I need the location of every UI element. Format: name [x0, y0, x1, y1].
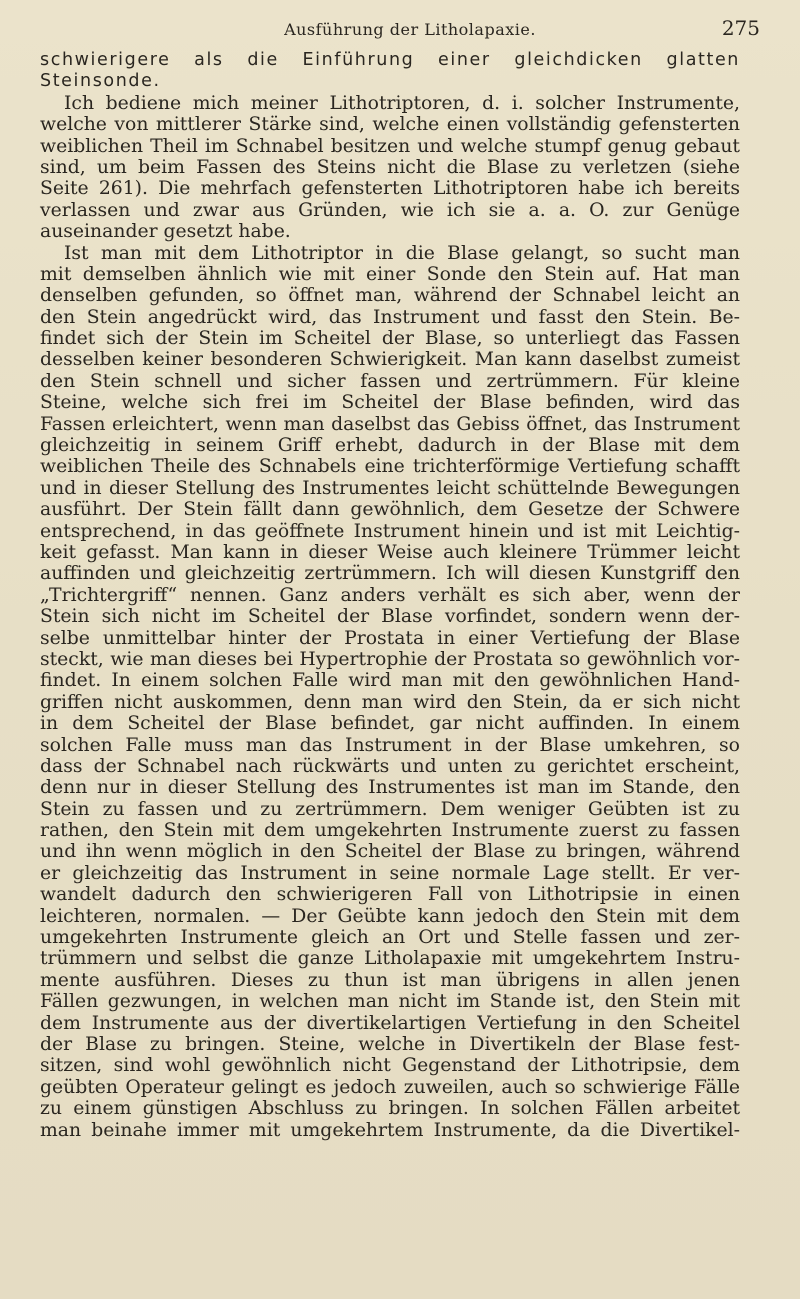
text-line: schwierigere als die Einführung einer gleichdicken glatten [40, 50, 740, 70]
page-number: 275 [721, 16, 760, 40]
text-line: weiblichen Theile des Schnabels eine trichterförmige Vertiefung schafft [40, 456, 740, 478]
text-line: leichteren, normalen. — Der Geübte kann jedoch den Stein mit dem [40, 905, 740, 927]
text-line: Seite 261). Die mehrfach gefensterten Lithotriptoren habe ich bereits [40, 178, 740, 200]
text-line: welche von mittlerer Stärke sind, welche einen vollständig gefensterten [40, 114, 740, 136]
text-line: dem Instrumente aus der divertikelartigen Vertiefung in den Scheitel [40, 1012, 740, 1034]
text-line: zu einem günstigen Abschluss zu bringen. In solchen Fällen arbeitet [40, 1098, 740, 1120]
text-line: steckt, wie man dieses bei Hypertrophie der Prostata so gewöhnlich vor- [40, 648, 740, 670]
text-line: Steine, welche sich frei im Scheitel der Blase befinden, wird das [40, 392, 740, 414]
text-line: griffen nicht auskommen, denn man wird den Stein, da er sich nicht [40, 691, 740, 713]
running-title: Ausführung der Litholapaxie. [284, 20, 536, 39]
text-line: in dem Scheitel der Blase befindet, gar nicht auffinden. In einem [40, 713, 740, 735]
text-line: der Blase zu bringen. Steine, welche in Divertikeln der Blase fest- [40, 1033, 740, 1055]
text-line: denn nur in dieser Stellung des Instrumentes ist man im Stande, den [40, 777, 740, 799]
text-line: selbe unmittelbar hinter der Prostata in einer Vertiefung der Blase [40, 627, 740, 649]
text-line: findet sich der Stein im Scheitel der Blase, so unterliegt das Fassen [40, 328, 740, 350]
text-line: trümmern und selbst die ganze Litholapaxie mit umgekehrtem Instru- [40, 948, 740, 970]
text-line: mente ausführen. Dieses zu thun ist man übrigens in allen jenen [40, 969, 740, 991]
text-line: Steinsonde. [40, 71, 161, 92]
text-line: Ist man mit dem Lithotriptor in die Blase gelangt, so sucht man [64, 242, 740, 264]
text-line: auseinander gesetzt habe. [40, 221, 291, 243]
text-line: solchen Falle muss man das Instrument in der Blase umkehren, so [40, 734, 740, 756]
text-line: rathen, den Stein mit dem umgekehrten Instrumente zuerst zu fassen [40, 820, 740, 842]
text-line: er gleichzeitig das Instrument in seine normale Lage stellt. Er ver- [40, 862, 740, 884]
text-line: Ich bediene mich meiner Lithotriptoren, d. i. solcher Instrumente, [64, 92, 740, 114]
text-line: und ihn wenn möglich in den Scheitel der Blase zu bringen, während [40, 841, 740, 863]
text-line: sind, um beim Fassen des Steins nicht die Blase zu verletzen (siehe [40, 156, 740, 178]
text-line: mit demselben ähnlich wie mit einer Sonde den Stein auf. Hat man [40, 263, 740, 285]
text-line: Fassen erleichtert, wenn man daselbst das Gebiss öffnet, das Instrument [40, 413, 740, 435]
text-line: verlassen und zwar aus Gründen, wie ich sie a. a. O. zur Genüge [40, 199, 740, 221]
text-line: den Stein angedrückt wird, das Instrument und fasst den Stein. Be- [40, 306, 740, 328]
body-text [40, 50, 740, 1141]
text-line: Fällen gezwungen, in welchen man nicht im Stande ist, den Stein mit [40, 991, 740, 1013]
text-line: Stein sich nicht im Scheitel der Blase vorfindet, sondern wenn der- [40, 606, 740, 628]
text-line: denselben gefunden, so öffnet man, während der Schnabel leicht an [40, 285, 740, 307]
text-line: findet. In einem solchen Falle wird man mit den gewöhnlichen Hand- [40, 670, 740, 692]
text-line: entsprechend, in das geöffnete Instrument hinein und ist mit Leichtig- [40, 520, 740, 542]
text-line: umgekehrten Instrumente gleich an Ort und Stelle fassen und zer- [40, 927, 740, 949]
text-line: „Trichtergriff“ nennen. Ganz anders verhält es sich aber, wenn der [40, 584, 740, 606]
text-line: und in dieser Stellung des Instrumentes leicht schüttelnde Bewegungen [40, 477, 740, 499]
text-line: keit gefasst. Man kann in dieser Weise auch kleinere Trümmer leicht [40, 541, 740, 563]
text-line: gleichzeitig in seinem Griff erhebt, dadurch in der Blase mit dem [40, 435, 740, 457]
text-line: Stein zu fassen und zu zertrümmern. Dem weniger Geübten ist zu [40, 798, 740, 820]
text-line: wandelt dadurch den schwierigeren Fall von Lithotripsie in einen [40, 884, 740, 906]
text-line: weiblichen Theil im Schnabel besitzen und welche stumpf genug gebaut [40, 135, 740, 157]
text-line: ausführt. Der Stein fällt dann gewöhnlich, dem Gesetze der Schwere [40, 499, 740, 521]
text-line: dass der Schnabel nach rückwärts und unten zu gerichtet erscheint, [40, 755, 740, 777]
text-line: man beinahe immer mit umgekehrtem Instrumente, da die Divertikel- [40, 1119, 740, 1141]
running-head [60, 16, 760, 42]
text-line: auffinden und gleichzeitig zertrümmern. Ich will diesen Kunstgriff den [40, 563, 740, 585]
text-line: sitzen, sind wohl gewöhnlich nicht Gegenstand der Lithotripsie, dem [40, 1055, 740, 1077]
text-line: desselben keiner besonderen Schwierigkeit. Man kann daselbst zumeist [40, 349, 740, 371]
text-line: geübten Operateur gelingt es jedoch zuweilen, auch so schwierige Fälle [40, 1076, 740, 1098]
text-line: den Stein schnell und sicher fassen und zertrümmern. Für kleine [40, 370, 740, 392]
